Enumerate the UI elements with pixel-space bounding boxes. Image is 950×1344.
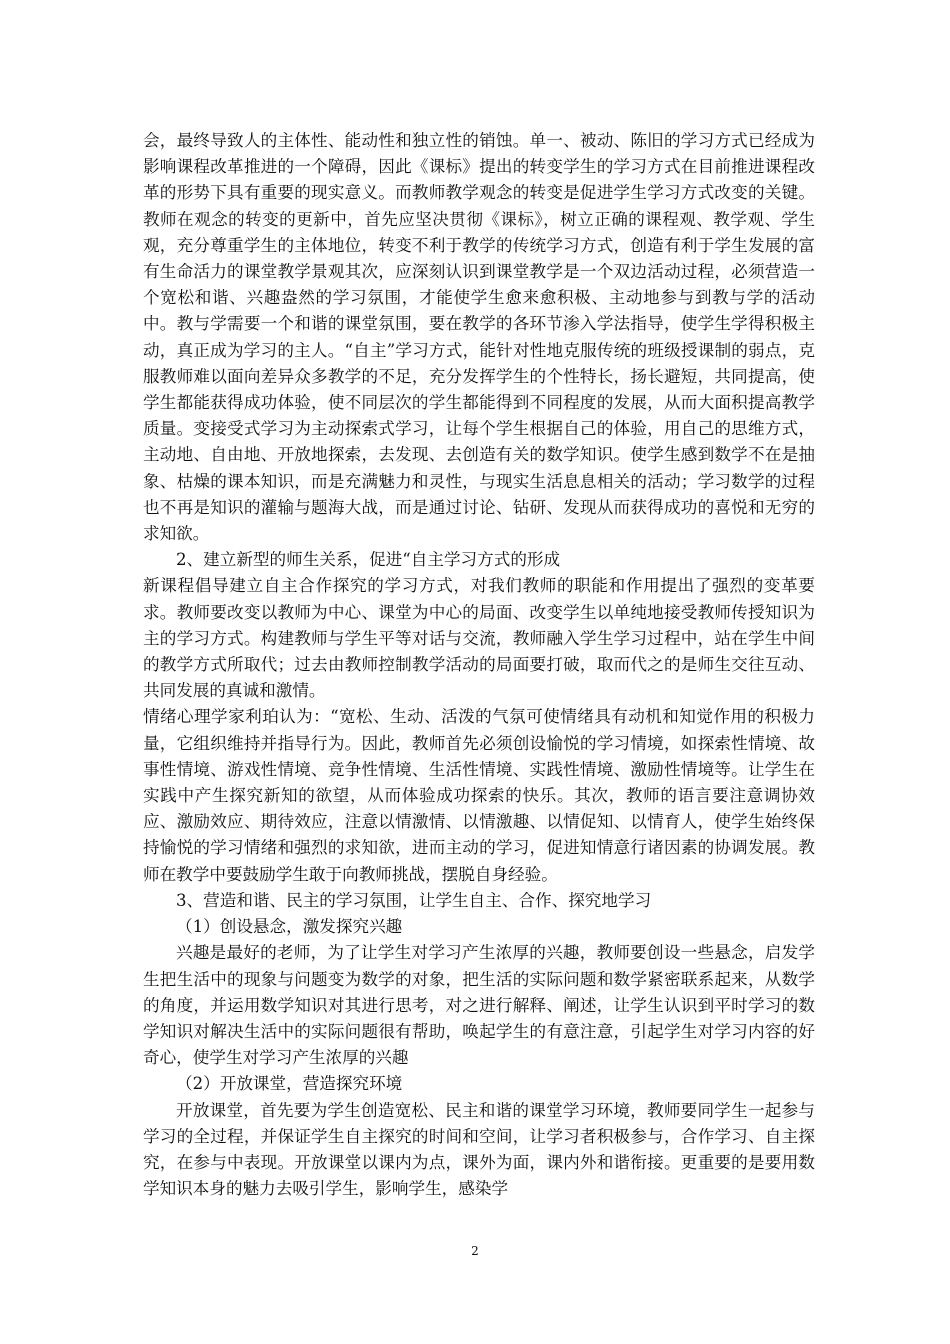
subsection-heading: （2）开放课堂，营造探究环境: [176, 1074, 403, 1094]
paragraph: 情绪心理学家利珀认为：“宽松、生动、活泼的气氛可使情绪具有动机和知觉作用的积极力量，它组织维持并指导行为。因此，教师首先必须创设愉悦的学习情境，如探索性情境、故事性情境、游戏性情境、竞争性情境、生活性情境、实践性情境、激励性情境等。让学生在实践中产生探究新知的欲望，从而体验成功探索的快乐。其次，教师的语言要注意调协效应、激励效应、期待效应，注意以情激情、以情激趣、以情促知、以情育人，使学生始终保持愉悦的学习情绪和强烈的求知欲，进而主动的学习，促进知情意行诸因素的协调发展。教师在教学中要鼓励学生敢于向教师挑战，摆脱自身经验。: [143, 707, 815, 884]
paragraph: 会，最终导致人的主体性、能动性和独立性的销蚀。单一、被动、陈旧的学习方式已经成为影响课程改革推进的一个障碍，因此《课标》提出的转变学生的学习方式在目前推进课程改革的形势下具有重要的现实意义。而教师教学观念的转变是促进学生学习方式改变的关键。教师在观念的转变的更新中，首先应坚决贯彻《课标》，树立正确的课程观、教学观、学生观，充分尊重学生的主体地位，转变不利于教学的传统学习方式，创造有利于学生发展的富有生命活力的课堂教学景观其次，应深刻认识到课堂教学是一个双边活动过程，必须营造一个宽松和谐、兴趣盎然的学习氛围，才能使学生愈来愈积极、主动地参与到教与学的活动中。教与学需要一个和谐的课堂氛围，要在教学的各环节渗入学法指导，使学生学得积极主动，真正成为学习的主人。“自主”学习方式，能针对性地克服传统的班级授课制的弱点，克服教师难以面向差异众多教学的不足，充分发挥学生的个性特长，扬长避短，共同提高，使学生都能获得成功体验，使不同层次的学生都能得到不同程度的发展，从而大面积提高教学质量。变接受式学习为主动探索式学习，让每个学生根据自己的体验，用自己的思维方式，主动地、自由地、开放地探索，去发现、去创造有关的数学知识。使学生感到数学不在是抽象、枯燥的课本知识，而是充满魅力和灵性，与现实生活息息相关的活动；学习数学的过程也不再是知识的灌输与题海大战，而是通过讨论、钻研、发现从而获得成功的喜悦和无穷的求知欲。: [143, 131, 815, 544]
paragraph: 兴趣是最好的老师，为了让学生对学习产生浓厚的兴趣，教师要创设一些悬念，启发学生把生活中的现象与问题变为数学的对象，把生活的实际问题和数学紧密联系起来，从数学的角度，并运用数学知识对其进行思考，对之进行解释、阐述，让学生认识到平时学习的数学知识对解决生活中的实际问题很有帮助，唤起学生的有意注意，引起学生对学习内容的好奇心，使学生对学习产生浓厚的兴趣: [143, 943, 815, 1068]
subsection-heading: （1）创设悬念，激发探究兴趣: [176, 917, 403, 937]
page-number: 2: [471, 1244, 479, 1258]
section-heading: 2、建立新型的师生关系，促进“自主学习方式的形成: [176, 550, 561, 570]
paragraph: 开放课堂，首先要为学生创造宽松、民主和谐的课堂学习环境，教师要同学生一起参与学习的全过程，并保证学生自主探究的时间和空间，让学习者积极参与，合作学习、自主探究，在参与中表现。开放课堂以课内为点，课外为面，课内外和谐衔接。更重要的是要用数学知识本身的魅力去吸引学生，影响学生，感染学: [143, 1100, 815, 1199]
paragraph: 新课程倡导建立自主合作探究的学习方式，对我们教师的职能和作用提出了强烈的变革要求。教师要改变以教师为中心、课堂为中心的局面、改变学生以单纯地接受教师传授知识为主的学习方式。构建教师与学生平等对话与交流，教师融入学生学习过程中，站在学生中间的教学方式所取代；过去由教师控制教学活动的局面要打破，取而代之的是师生交往互动、共同发展的真诚和激情。: [143, 576, 815, 701]
body-text: [143, 128, 815, 1202]
section-heading: 3、营造和谐、民主的学习氛围，让学生自主、合作、探究地学习: [176, 890, 652, 910]
